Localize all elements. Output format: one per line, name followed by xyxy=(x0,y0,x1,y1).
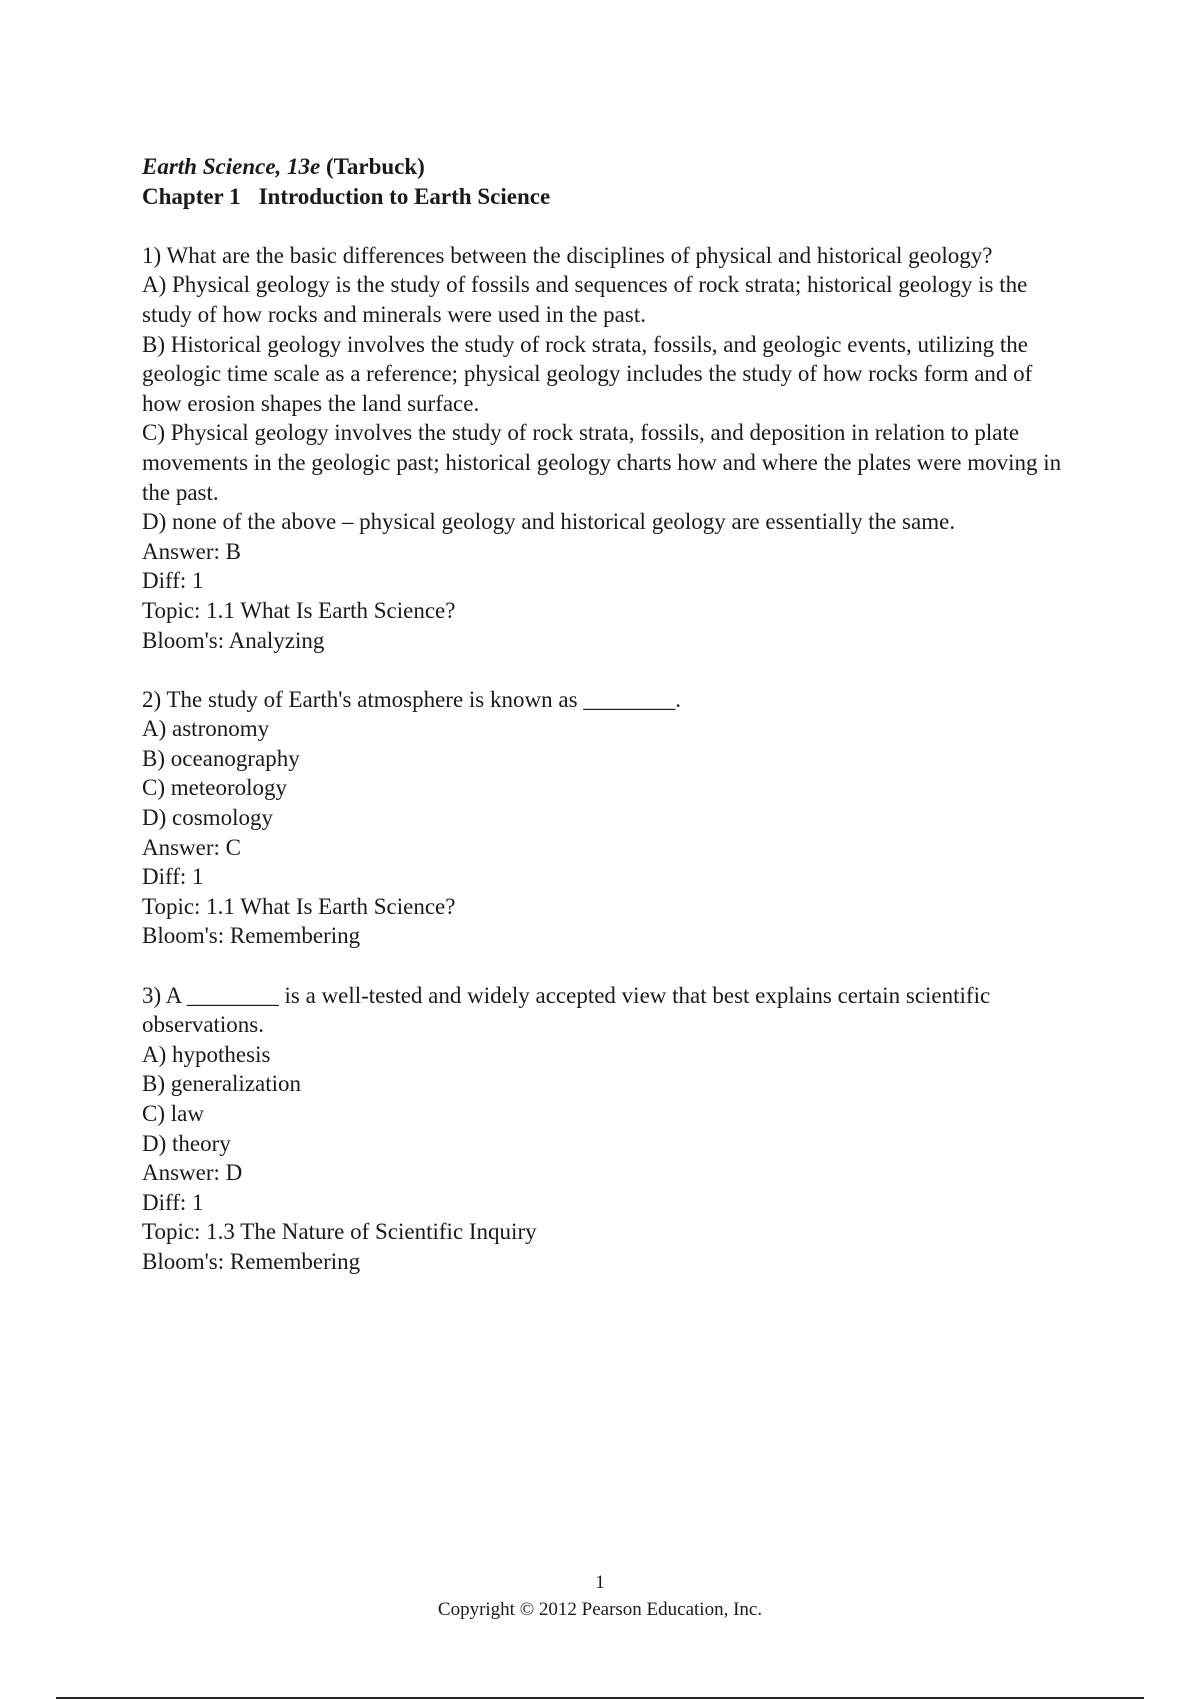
question-3 xyxy=(142,981,1072,1277)
option-c: C) law xyxy=(142,1101,204,1126)
option-a: A) hypothesis xyxy=(142,1041,271,1067)
page-content xyxy=(142,152,1072,1277)
option-c: C) Physical geology involves the study of rock strata, fossils, and deposition in relation to plate movements in the geologic past; historical geology charts how and where the plates were moving in the past. xyxy=(142,420,1062,505)
answer-line: Answer: B xyxy=(142,538,242,564)
option-a: A) Physical geology is the study of fossils and sequences of rock strata; historical geology is the study of how rocks and minerals were used in the past. xyxy=(142,272,1028,327)
topic-line: Topic: 1.3 The Nature of Scientific Inquiry xyxy=(142,1219,537,1245)
option-b: B) oceanography xyxy=(142,745,300,771)
chapter-heading xyxy=(142,182,1072,212)
chapter-title: Introduction to Earth Science xyxy=(258,183,551,209)
difficulty-line: Diff: 1 xyxy=(142,864,204,890)
difficulty-line: Diff: 1 xyxy=(142,1189,204,1215)
page-bottom-divider xyxy=(56,1697,1144,1699)
topic-line: Topic: 1.1 What Is Earth Science? xyxy=(142,893,456,919)
option-b: B) Historical geology involves the study of rock strata, fossils, and geologic events, utilizing the geologic time scale as a reference; physical geology includes the study of how rocks form and of how erosion shapes the land surface. xyxy=(142,331,1033,416)
bloom-line: Bloom's: Remembering xyxy=(142,923,361,949)
answer-line: Answer: C xyxy=(142,834,242,860)
bloom-line: Bloom's: Remembering xyxy=(142,1248,361,1274)
question-stem: 3) A ________ is a well-tested and widely accepted view that best explains certain scientific observations. xyxy=(142,982,991,1038)
bloom-line: Bloom's: Analyzing xyxy=(142,627,325,653)
question-2 xyxy=(142,685,1072,951)
option-c: C) meteorology xyxy=(142,775,287,801)
answer-line: Answer: D xyxy=(142,1160,243,1186)
book-title-line xyxy=(142,152,1072,182)
option-d: D) theory xyxy=(142,1130,231,1156)
option-a: A) astronomy xyxy=(142,716,270,742)
topic-line: Topic: 1.1 What Is Earth Science? xyxy=(142,597,456,623)
question-1 xyxy=(142,241,1072,655)
book-title: Earth Science, 13e xyxy=(142,154,321,179)
book-author: (Tarbuck) xyxy=(326,154,425,179)
option-b: B) generalization xyxy=(142,1071,302,1097)
page-number: 1 xyxy=(595,1572,605,1593)
question-stem: 2) The study of Earth's atmosphere is known as ________. xyxy=(142,686,682,712)
copyright-notice: Copyright © 2012 Pearson Education, Inc. xyxy=(437,1599,763,1620)
option-d: D) none of the above – physical geology and historical geology are essentially the same. xyxy=(142,509,956,535)
option-d: D) cosmology xyxy=(142,805,273,831)
chapter-label: Chapter 1 xyxy=(142,183,241,209)
difficulty-line: Diff: 1 xyxy=(142,568,204,594)
question-stem: 1) What are the basic differences between the disciplines of physical and historical geology? xyxy=(142,242,993,268)
